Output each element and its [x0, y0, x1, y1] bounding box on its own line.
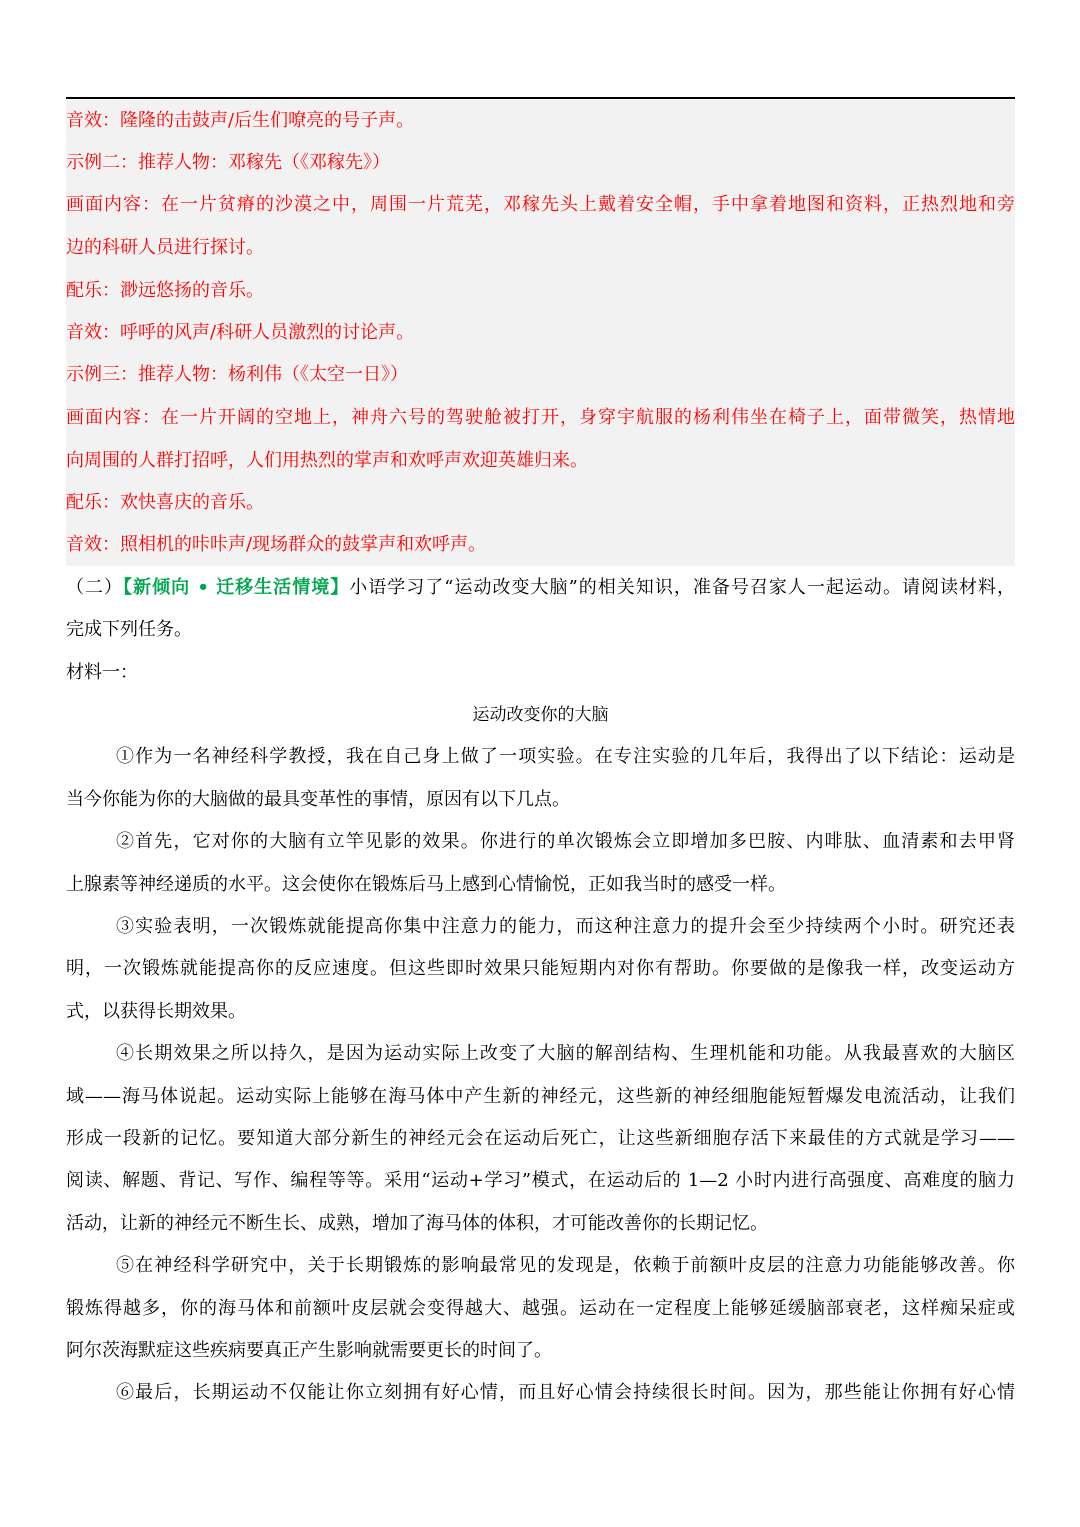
article-line: ③实验表明，一次锻炼就能提高你集中注意力的能力，而这种注意力的提升会至少持续两个小时。研究还表 — [116, 916, 1015, 937]
answer-line: 配乐：渺远悠扬的音乐。 — [66, 280, 264, 301]
question-prefix: （二） — [66, 577, 124, 598]
article-line: ⑥最后，长期运动不仅能让你立刻拥有好心情，而且好心情会持续很长时间。因为，那些能让你拥有好心情 — [116, 1382, 1015, 1403]
material-label: 材料一： — [66, 662, 138, 683]
answer-line: 边的科研人员进行探讨。 — [66, 237, 264, 258]
header-rule — [66, 97, 1015, 99]
article-line: ②首先，它对你的大脑有立竿见影的效果。你进行的单次锻炼会立即增加多巴胺、内啡肽、血清素和去甲肾 — [116, 831, 1015, 852]
question-prompt — [66, 567, 1015, 609]
question-tag: 【新倾向 • 迁移生活情境】 — [123, 577, 350, 598]
answer-line: 示例三：推荐人物：杨利伟（《太空一日》） — [66, 364, 408, 385]
article-line: 当今你能为你的大脑做的最具变革性的事情，原因有以下几点。 — [66, 789, 570, 810]
answer-line: 画面内容：在一片开阔的空地上，神舟六号的驾驶舱被打开，身穿宇航服的杨利伟坐在椅子上，面带微笑，热情地 — [66, 407, 1015, 428]
answer-line: 示例二：推荐人物：邓稼先（《邓稼先》） — [66, 152, 390, 173]
answer-line: 画面内容：在一片贫瘠的沙漠之中，周围一片荒芜，邓稼先头上戴着安全帽，手中拿着地图和资料，正热烈地和旁 — [66, 194, 1015, 215]
article-line: 明，一次锻炼就能提高你的反应速度。但这些即时效果只能短期内对你有帮助。你要做的是像我一样，改变运动方 — [66, 958, 1015, 979]
article-line: 阿尔茨海默症这些疾病要真正产生影响就需要更长的时间了。 — [66, 1340, 552, 1361]
article-line: 形成一段新的记忆。要知道大部分新生的神经元会在运动后死亡，让这些新细胞存活下来最佳的方式就是学习—— — [66, 1128, 1015, 1149]
answer-line: 音效：呼呼的风声/科研人员激烈的讨论声。 — [66, 322, 415, 343]
article-title: 运动改变你的大脑 — [472, 705, 609, 725]
answer-line: 音效：隆隆的击鼓声/后生们嘹亮的号子声。 — [66, 110, 415, 131]
article-line: 阅读、解题、背记、写作、编程等等。采用“运动+学习”模式，在运动后的 1—2 小时内进行高强度、高难度的脑力 — [66, 1170, 1015, 1191]
article-line: 域——海马体说起。运动实际上能够在海马体中产生新的神经元，这些新的神经细胞能短暂爆发电流活动，让我们 — [66, 1086, 1015, 1107]
question-text: 小语学习了“运动改变大脑”的相关知识，准备号召家人一起运动。请阅读材料， — [349, 577, 1015, 598]
article-line: 式，以获得长期效果。 — [66, 1001, 246, 1022]
article-line: ①作为一名神经科学教授，我在自己身上做了一项实验。在专注实验的几年后，我得出了以下结论：运动是 — [116, 746, 1015, 767]
answer-line: 配乐：欢快喜庆的音乐。 — [66, 492, 264, 513]
article-line: 活动，让新的神经元不断生长、成熟，增加了海马体的体积，才可能改善你的长期记忆。 — [66, 1213, 768, 1234]
question-text-cont: 完成下列任务。 — [66, 619, 192, 640]
article-line: 上腺素等神经递质的水平。这会使你在锻炼后马上感到心情愉悦，正如我当时的感受一样。 — [66, 874, 786, 895]
article-line: ④长期效果之所以持久，是因为运动实际上改变了大脑的解剖结构、生理机能和功能。从我最喜欢的大脑区 — [116, 1043, 1015, 1064]
article-line: 锻炼得越多，你的海马体和前额叶皮层就会变得越大、越强。运动在一定程度上能够延缓脑部衰老，这样痴呆症或 — [66, 1298, 1015, 1319]
article-line: ⑤在神经科学研究中，关于长期锻炼的影响最常见的发现是，依赖于前额叶皮层的注意力功能能够改善。你 — [116, 1255, 1015, 1276]
answer-line: 音效：照相机的咔咔声/现场群众的鼓掌声和欢呼声。 — [66, 534, 487, 555]
answer-line: 向周围的人群打招呼，人们用热烈的掌声和欢呼声欢迎英雄归来。 — [66, 450, 588, 471]
